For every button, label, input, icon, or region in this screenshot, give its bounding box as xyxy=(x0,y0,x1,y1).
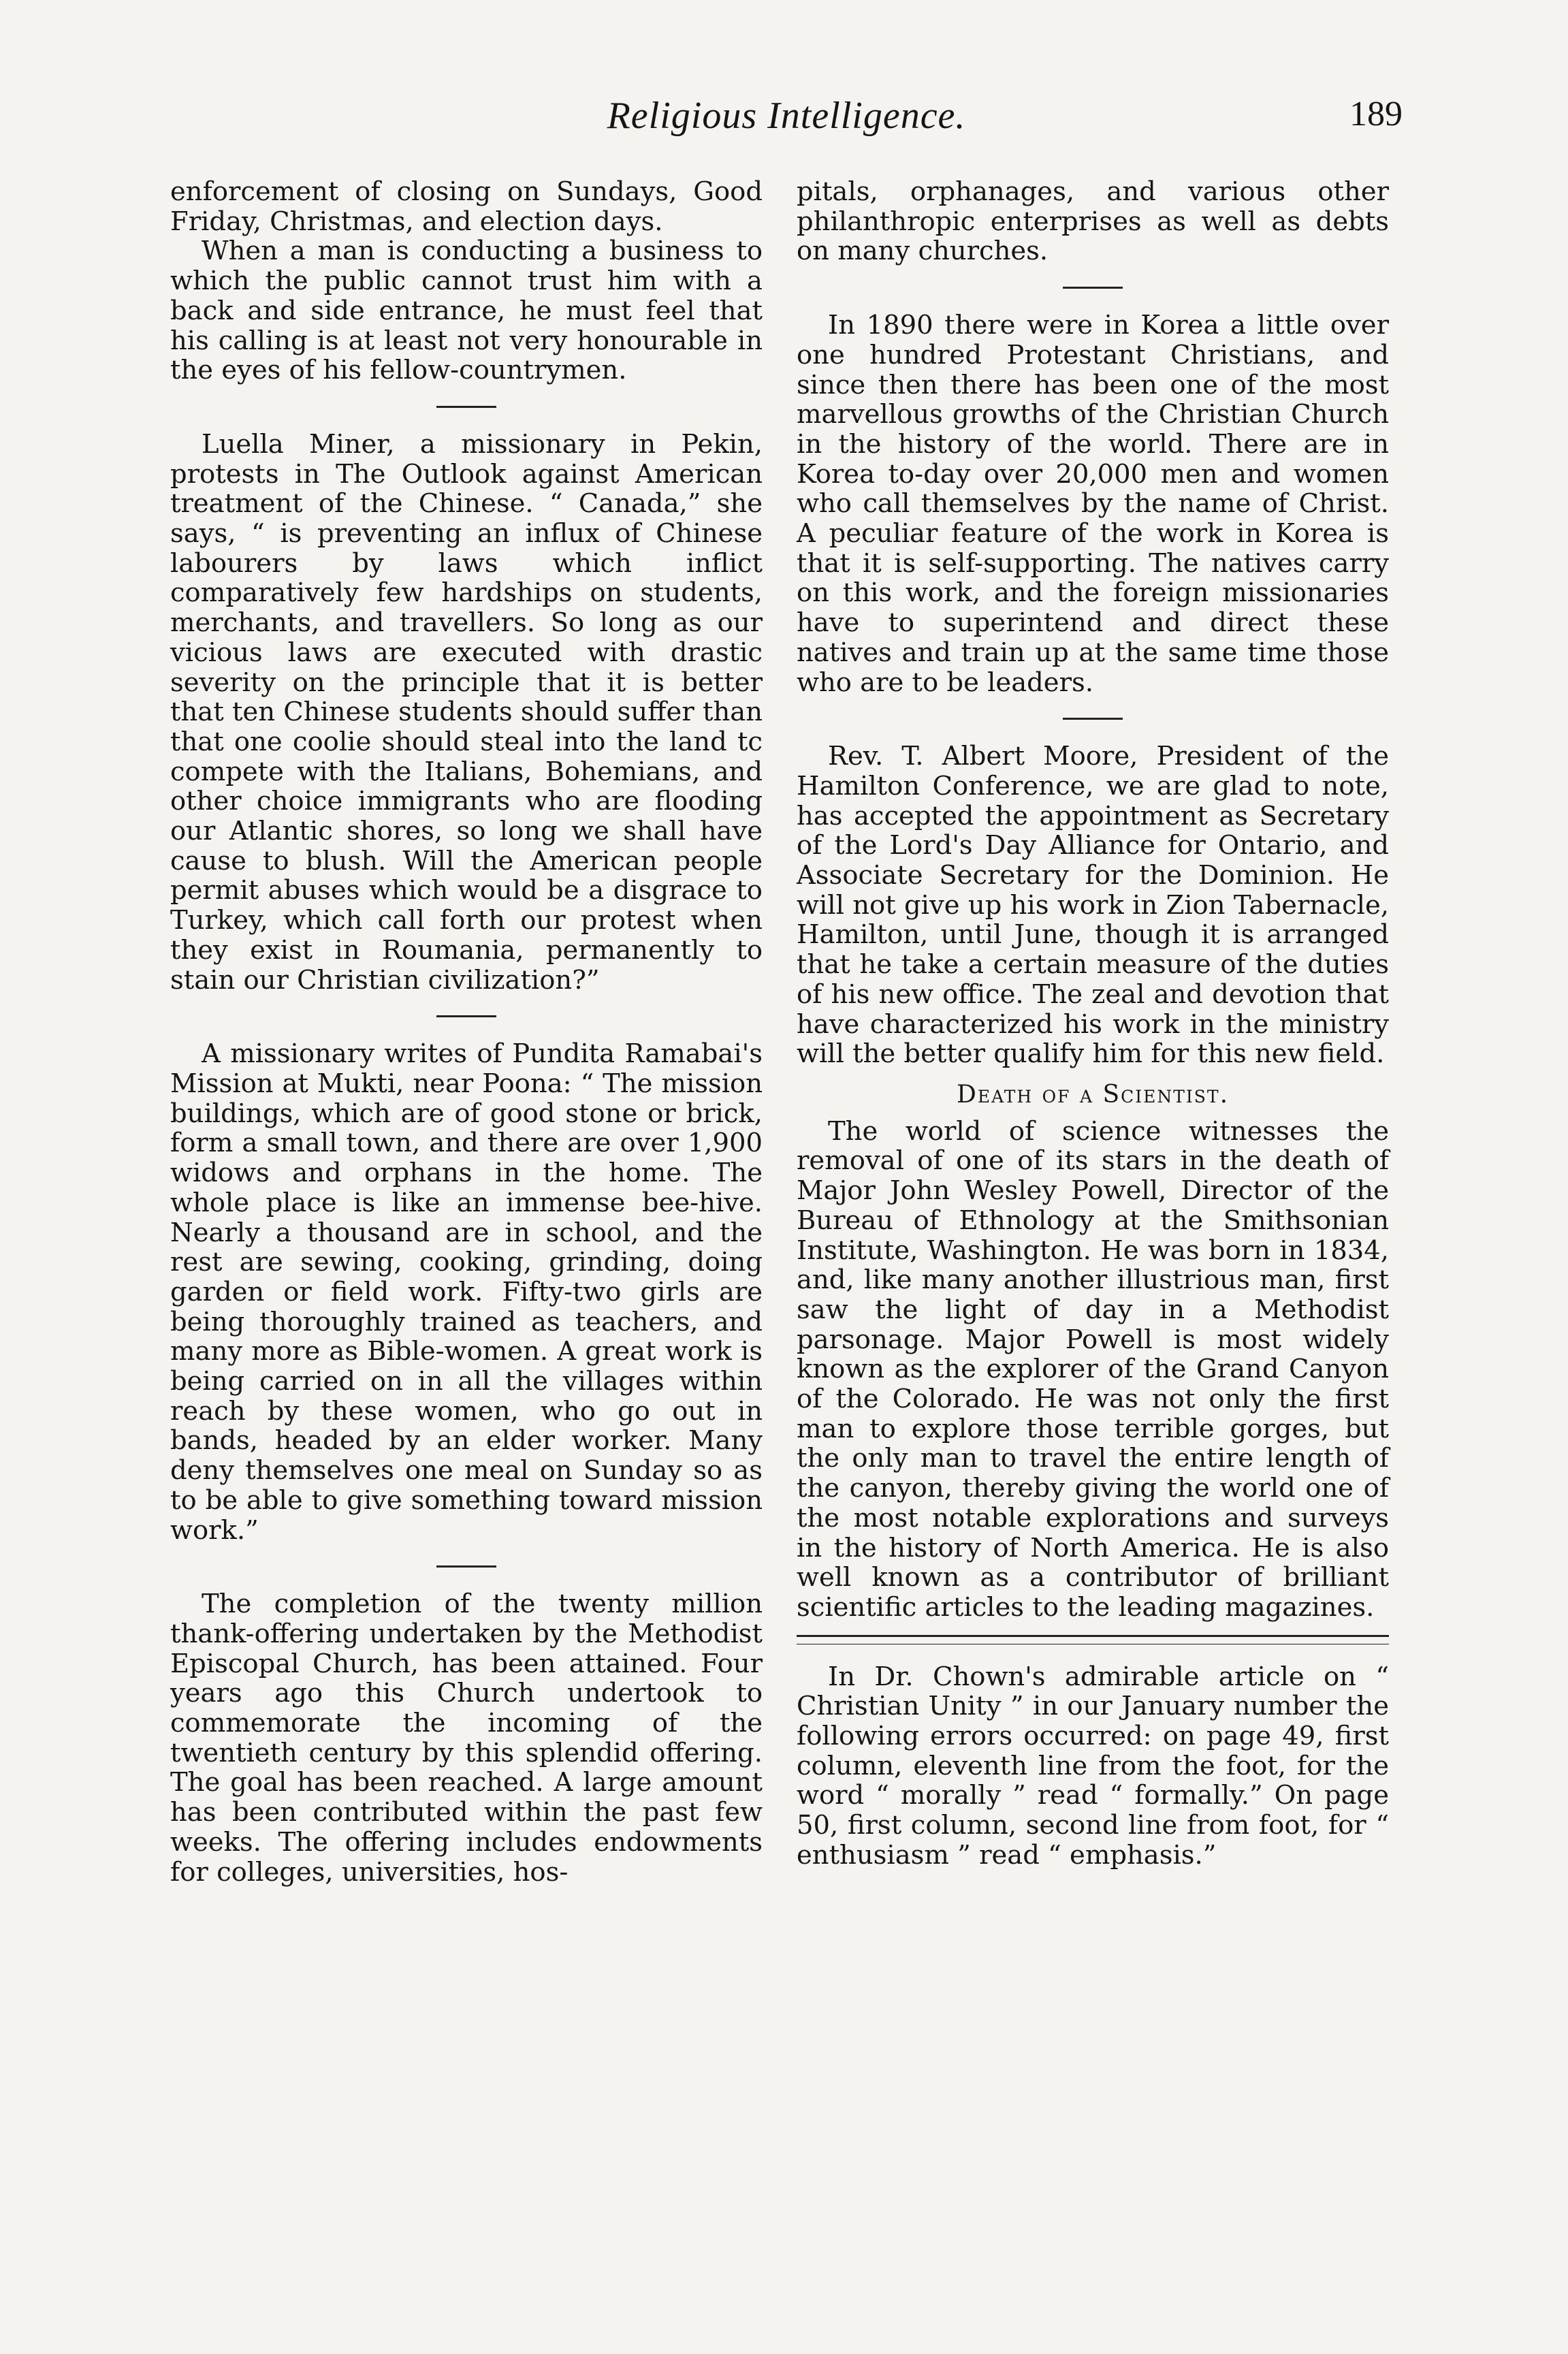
paragraph-errata: In Dr. Chown's admirable article on “ Christian Unity ” in our January number the following errors occurred: on page 49, first column, eleventh line from the foot, for the word “ morally ” read “ formally.” On page 50, first column, second line from foot, for “ enthusiasm ” read “ emphasis.” xyxy=(797,1661,1389,1871)
section-divider xyxy=(436,406,496,408)
paragraph-luella-miner: Luella Miner, a missionary in Pekin, protests in The Outlook against American treatment of the Chinese. “ Canada,” she says, “ is preventing an influx of Chinese labourers by laws which inflict comparatively few hardships on students, merchants, and travellers. So long as our vicious laws are executed with drastic severity on the principle that it is better that ten Chinese students should suffer than that one coolie should steal into the land tc compete with the Italians, Bohemians, and other choice immigrants who are flooding our Atlantic shores, so long we shall have cause to blush. Will the American people permit abuses which would be a disgrace to Turkey, which call forth our protest when they exist in Roumania, permanently to stain our Christian civilization?” xyxy=(170,428,763,996)
paragraph-hospitals-continued: pitals, orphanages, and various other philanthropic enterprises as well as debts on many churches. xyxy=(797,176,1389,267)
paragraph-business: When a man is conducting a business to which the public cannot trust him with a back and side entrance, he must feel that his calling is at least not very honourable in the eyes of his fellow-countrymen. xyxy=(170,236,763,386)
left-column xyxy=(170,177,763,1887)
paragraph-powell: The world of science witnesses the removal of one of its stars in the death of Major John Wesley Powell, Director of the Bureau of Ethnology at the Smithsonian Institute, Washington. He was born in 1834, and, like many another illustrious man, first saw the light of day in a Methodist parsonage. Major Powell is most widely known as the explorer of the Grand Canyon of the Colorado. He was not only the first man to explore those terrible gorges, but the only man to travel the entire length of the canyon, thereby giving the world one of the most notable explorations and surveys in the history of North America. He is also well known as a contributor of brilliant scientific articles to the leading magazines. xyxy=(797,1115,1389,1623)
double-divider xyxy=(797,1635,1389,1644)
paragraph-korea: In 1890 there were in Korea a little over one hundred Protestant Christians, and since then there has been one of the most marvellous growths of the Christian Church in the history of the world. There are in Korea to-day over 20,000 men and women who call themselves by the name of Christ. A peculiar feature of the work in Korea is that it is self-supporting. The natives carry on this work, and the foreign missionaries have to superintend and direct these natives and train up at the same time those who are to be leaders. xyxy=(797,310,1389,698)
page-number: 189 xyxy=(1349,95,1403,133)
section-divider xyxy=(1063,287,1123,289)
section-heading-death-of-scientist: Death of a Scientist. xyxy=(956,1080,1230,1109)
paragraph-albert-moore: Rev. T. Albert Moore, President of the Hamilton Conference, we are glad to note, has accepted the appointment as Secretary of the Lord's Day Alliance for Ontario, and Associate Secretary for the Dominion. He will not give up his work in Zion Tabernacle, Hamilton, until June, though it is arranged that he take a certain measure of the duties of his new office. The zeal and devotion that have characterized his work in the ministry will the better qualify him for this new field. xyxy=(797,741,1389,1070)
paragraph-mukti-mission: A missionary writes of Pundita Ramabai's Mission at Mukti, near Poona: “ The mission buildings, which are of good stone or brick, form a small town, and there are over 1,900 widows and orphans in the home. The whole place is like an immense bee-hive. Nearly a thousand are in school, and the rest are sewing, cooking, grinding, doing garden or field work. Fifty-two girls are being thoroughly trained as teachers, and many more as Bible-women. A great work is being carried on in all the villages within reach by these women, who go out in bands, headed by an elder worker. Many deny themselves one meal on Sunday so as to be able to give something toward mission work.” xyxy=(170,1038,763,1546)
paragraph-sunday-closing: enforcement of closing on Sundays, Good Friday, Christmas, and election days. xyxy=(170,176,763,237)
section-divider xyxy=(1063,718,1123,720)
section-divider xyxy=(436,1015,496,1017)
right-column xyxy=(797,177,1389,1871)
page-header xyxy=(170,94,1403,169)
section-divider xyxy=(436,1565,496,1568)
running-title: Religious Intelligence. xyxy=(607,95,966,137)
paragraph-thank-offering: The completion of the twenty million thank-offering undertaken by the Methodist Episcopal Church, has been attained. Four years ago this Church undertook to commemorate the incoming of the twentieth century by this splendid offering. The goal has been reached. A large amount has been contributed within the past few weeks. The offering includes endowments for colleges, universities, hos- xyxy=(170,1589,763,1888)
